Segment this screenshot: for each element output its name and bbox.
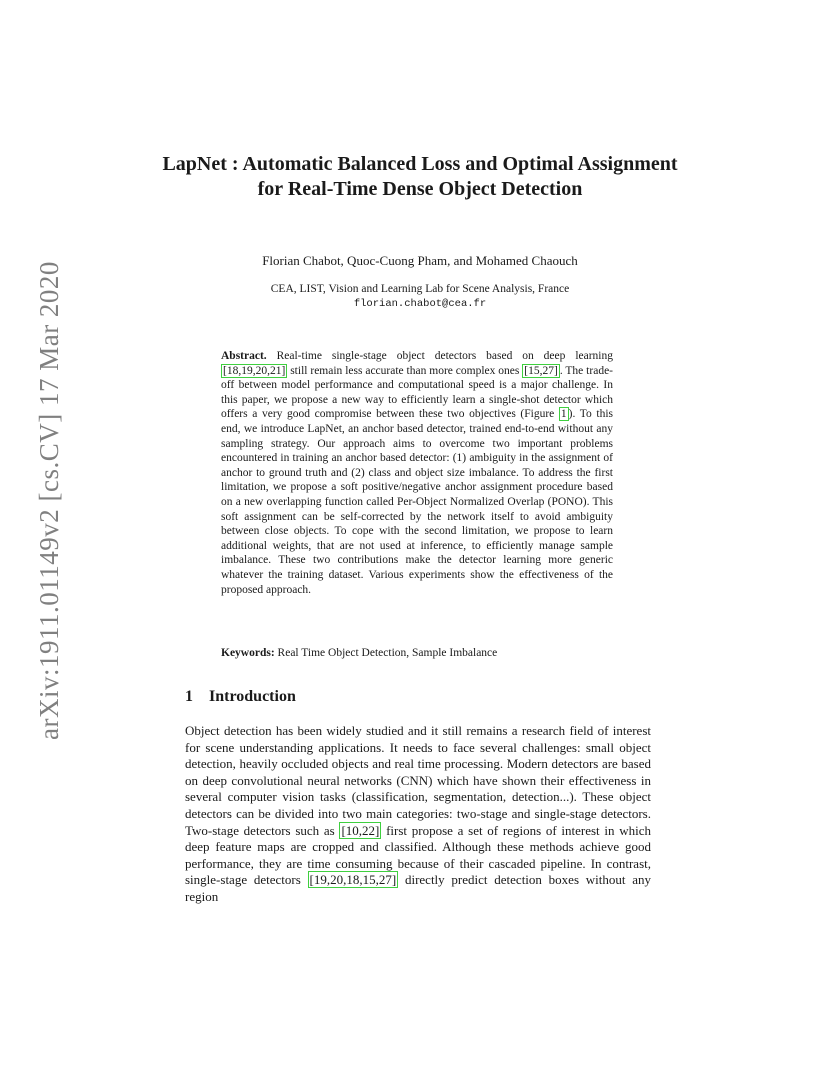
abstract-text: ). To this end, we introduce LapNet, an anchor based detector, trained end-to-end without any sampling strategy. Our approach aims to overcome two important problems encountered in training an anchor based detector: (1) ambiguity in the assignment of anchor to ground truth and (2) class and object size imbalance. To address the first limitation, we propose a soft positive/negative anchor assignment procedure based on a new overlapping function called Per-Object Normalized Overlap (PONO). This soft assignment can be self-corrected by the network itself to avoid ambiguity between close objects. To cope with the second limitation, we propose to learn additional weights, that are not used at inference, to efficiently manage sample imbalance. These two contributions make the detector learning more generic whatever the training dataset. Various experiments show the effectiveness of the proposed approach. bbox=[221, 408, 613, 596]
abstract-text: Real-time single-stage object detectors based on deep learning bbox=[266, 350, 613, 362]
abstract-label: Abstract. bbox=[221, 350, 267, 362]
arxiv-stamp: arXiv:1911.01149v2 [cs.CV] 17 Mar 2020 bbox=[34, 261, 64, 740]
citation-link[interactable]: [19,20,18,15,27] bbox=[309, 872, 397, 888]
affiliation: CEA, LIST, Vision and Learning Lab for Scene Analysis, France bbox=[270, 283, 570, 295]
section-title: Introduction bbox=[209, 688, 296, 705]
keywords-text: Real Time Object Detection, Sample Imbalance bbox=[274, 647, 498, 659]
affiliation-block bbox=[160, 282, 680, 312]
intro-text: directly predict detection boxes without any region bbox=[185, 872, 652, 904]
section-number: 1 bbox=[185, 688, 193, 705]
citation-link[interactable]: [15,27] bbox=[524, 364, 558, 377]
author-email[interactable]: florian.chabot@cea.fr bbox=[353, 298, 487, 310]
intro-text: Object detection has been widely studied and it still remains a research field of interest for scene understanding applications. It needs to face several challenges: small object detection, heavily occluded objects and real time processing. Modern detectors are based on deep convolutional neural networks (CNN) which have shown their effectiveness in several computer vision tasks (classification, segmentation, detection...). These object detectors can be divided into two main categories: two-stage and single-stage detectors. Two-stage detectors such as bbox=[185, 723, 651, 838]
citation-link[interactable]: [18,19,20,21] bbox=[223, 364, 286, 377]
paper-title: LapNet : Automatic Balanced Loss and Optimal Assignment for Real-Time Dense Object Detection bbox=[162, 153, 678, 200]
abstract bbox=[221, 349, 613, 597]
author-list: Florian Chabot, Quoc-Cuong Pham, and Mohamed Chaouch bbox=[262, 253, 578, 268]
intro-paragraph bbox=[185, 723, 651, 906]
keywords-label: Keywords: bbox=[221, 647, 275, 659]
section-heading bbox=[185, 688, 296, 706]
abstract-text: . The trade-off between model performance and computational speed is a major challenge. In this paper, we propose a new way to efficiently learn a single-shot detector which offers a very good compromise between these two objectives (Figure bbox=[221, 364, 613, 421]
intro-text: first propose a set of regions of interest in which deep feature maps are cropped and classified. Although these methods achieve good performance, they are time consuming because of their cascaded pipeline. In contrast, single-stage detectors bbox=[185, 822, 652, 888]
citation-link[interactable]: [10,22] bbox=[341, 822, 380, 838]
figure-link[interactable]: 1 bbox=[560, 408, 567, 421]
keywords bbox=[221, 647, 613, 659]
abstract-text: still remain less accurate than more complex ones bbox=[287, 364, 523, 377]
